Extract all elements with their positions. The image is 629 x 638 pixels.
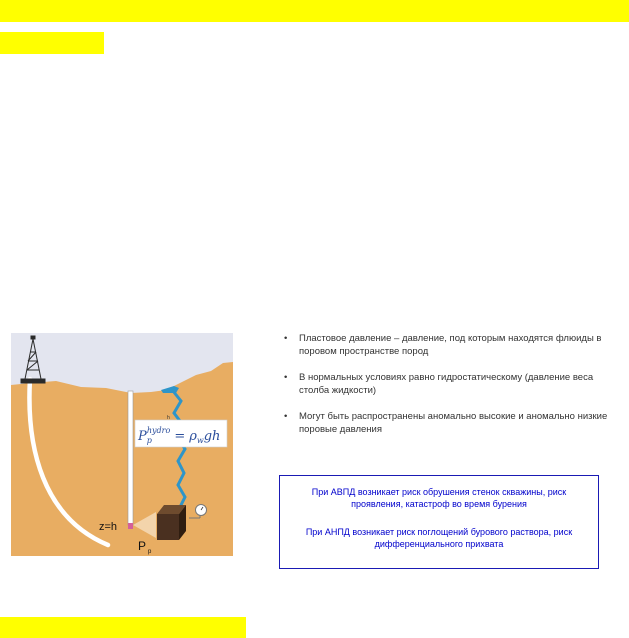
pore-pressure-diagram <box>11 333 233 556</box>
formula-lhs-sup: hydro <box>146 426 171 435</box>
bullet-marker: • <box>284 333 288 344</box>
risk-anpd: При АНПД возникает риск поглощений бурового раствора, риск дифференциального прихвата <box>305 527 573 549</box>
footer-highlight-bar <box>0 617 246 638</box>
risk-avpd: При АВПД возникает риск обрушения стенок скважины, риск проявления, катастроф во время бурения <box>311 487 567 509</box>
subtitle-highlight-bar <box>0 32 104 54</box>
bullet-list <box>283 332 613 449</box>
depth-label: z=h <box>99 521 118 533</box>
bullet-marker: • <box>284 411 288 422</box>
height-label: h <box>167 415 170 421</box>
reservoir-box <box>157 505 186 540</box>
bullet-text: Могут быть распространены аномально высокие и аномально низкие поровые давления <box>299 411 608 435</box>
formula-tail: gh <box>203 429 221 444</box>
hydrostatic-column <box>128 391 133 525</box>
formula-rho-sub: w <box>196 436 204 445</box>
formula-rho: ρ <box>189 429 197 444</box>
formula-lhs: P <box>138 429 147 444</box>
risk-box <box>279 475 599 569</box>
bullet-text: Пластовое давление – давление, под которым находятся флюиды в поровом пространстве пород <box>299 333 602 357</box>
formula-eq: = <box>174 429 186 444</box>
formula <box>137 426 220 445</box>
pressure-label: P $_p$ <box>138 539 152 555</box>
bullet-item <box>283 332 613 358</box>
formula-lhs-sub: p <box>146 436 152 445</box>
bullet-item <box>283 410 613 436</box>
bullet-item <box>283 371 613 397</box>
bullet-text: В нормальных условиях равно гидростатическому (давление веса столба жидкости) <box>299 372 594 396</box>
depth-marker <box>128 523 133 529</box>
bullet-marker: • <box>284 372 288 383</box>
title-highlight-bar <box>0 0 629 22</box>
